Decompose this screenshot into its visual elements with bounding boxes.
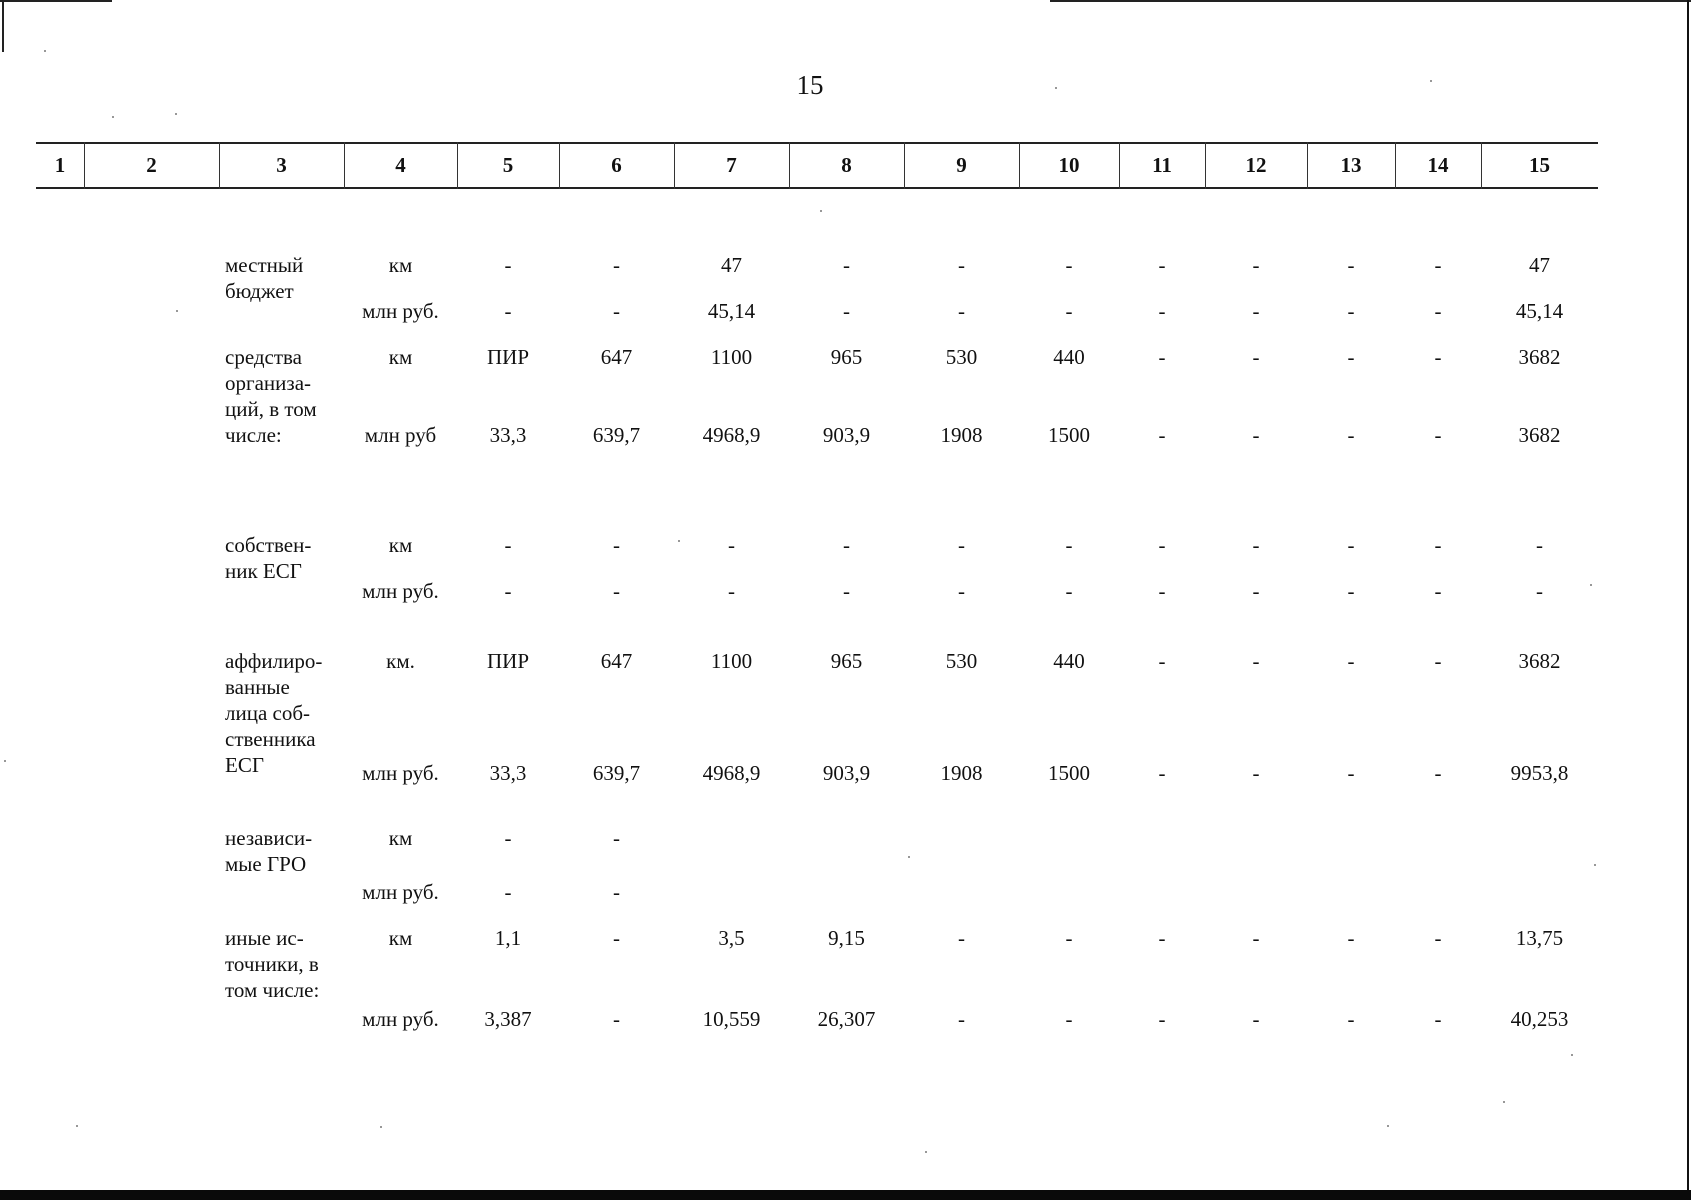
header-column-separator: [674, 142, 675, 189]
value-cell-col-7: 45,14: [707, 299, 756, 323]
unit-cell: км: [388, 926, 413, 950]
value-cell-col-12: -: [1252, 1007, 1260, 1031]
value-cell-col-6: -: [613, 533, 620, 557]
value-cell-col-12: -: [1252, 345, 1260, 369]
value-cell-col-9: 530: [945, 649, 978, 673]
value-cell-col-6: -: [613, 299, 620, 323]
header-col-4: 4: [395, 153, 406, 177]
value-cell-col-14: -: [1434, 345, 1442, 369]
value-cell-col-9: 1908: [940, 761, 983, 785]
value-cell-col-5: ПИР: [486, 345, 529, 369]
header-col-10: 10: [1058, 153, 1080, 177]
unit-cell: км: [388, 253, 413, 277]
group-label-line: том числе:: [225, 978, 320, 1002]
header-column-separator: [344, 142, 345, 189]
scan-speck: [380, 1126, 382, 1128]
value-cell-col-13: -: [1347, 1007, 1355, 1031]
group-label-line: ственника: [225, 727, 316, 751]
value-cell-col-8: 9,15: [828, 926, 865, 950]
value-cell-col-10: -: [1065, 253, 1073, 277]
unit-cell: млн руб.: [362, 761, 439, 785]
value-cell-col-5: 1,1: [494, 926, 522, 950]
value-cell-col-6: 639,7: [592, 423, 641, 447]
scan-speck: [820, 210, 822, 212]
header-col-9: 9: [956, 153, 967, 177]
value-cell-col-6: 639,7: [592, 761, 641, 785]
scan-speck: [76, 1125, 78, 1127]
value-cell-col-7: -: [728, 533, 735, 557]
unit-cell: млн руб.: [362, 579, 439, 603]
value-cell-col-13: -: [1347, 533, 1355, 557]
group-label-line: ЕСГ: [225, 753, 264, 777]
page-number: 15: [796, 70, 824, 100]
unit-cell: млн руб: [364, 423, 437, 447]
value-cell-col-11: -: [1158, 1007, 1166, 1031]
value-cell-col-14: -: [1434, 299, 1442, 323]
value-cell-col-10: 440: [1053, 649, 1085, 673]
unit-cell: млн руб.: [362, 880, 439, 904]
value-cell-col-10: -: [1065, 299, 1073, 323]
value-cell-col-9: -: [958, 299, 965, 323]
header-column-separator: [1119, 142, 1120, 189]
value-cell-col-13: -: [1347, 579, 1355, 603]
scan-edge-top-right: [1050, 0, 1691, 2]
header-column-separator: [789, 142, 790, 189]
header-col-3: 3: [276, 153, 287, 177]
value-cell-col-8: 903,9: [822, 761, 871, 785]
value-cell-col-15: 40,253: [1510, 1007, 1569, 1031]
group-label-line: бюджет: [225, 279, 294, 303]
header-column-separator: [904, 142, 905, 189]
value-cell-col-12: -: [1252, 579, 1260, 603]
scan-speck: [1594, 864, 1596, 866]
scan-speck: [1590, 584, 1592, 586]
value-cell-col-7: 4968,9: [702, 761, 761, 785]
value-cell-col-8: -: [843, 253, 850, 277]
group-label-line: собствен-: [225, 533, 312, 557]
value-cell-col-10: -: [1065, 579, 1073, 603]
header-col-7: 7: [726, 153, 737, 177]
value-cell-col-14: -: [1434, 423, 1442, 447]
header-col-13: 13: [1340, 153, 1362, 177]
header-column-separator: [84, 142, 85, 189]
group-label-line: лица соб-: [225, 701, 311, 725]
value-cell-col-11: -: [1158, 926, 1166, 950]
header-column-separator: [1019, 142, 1020, 189]
header-column-separator: [1481, 142, 1482, 189]
value-cell-col-6: -: [613, 579, 620, 603]
value-cell-col-13: -: [1347, 423, 1355, 447]
scan-edge-right: [1687, 0, 1689, 1200]
unit-cell: млн руб.: [362, 299, 439, 323]
scan-speck: [44, 50, 46, 52]
value-cell-col-12: -: [1252, 649, 1260, 673]
scan-speck: [1503, 1101, 1505, 1103]
value-cell-col-5: 3,387: [484, 1007, 532, 1031]
header-col-5: 5: [502, 153, 514, 177]
value-cell-col-13: -: [1347, 299, 1355, 323]
value-cell-col-14: -: [1434, 761, 1442, 785]
value-cell-col-7: 1100: [710, 649, 753, 673]
scan-speck: [112, 116, 114, 118]
value-cell-col-14: -: [1434, 253, 1442, 277]
value-cell-col-15: 3682: [1518, 345, 1561, 369]
scan-speck: [1387, 1125, 1389, 1127]
group-label-line: организа-: [225, 371, 312, 395]
value-cell-col-13: -: [1347, 926, 1355, 950]
scan-speck: [1055, 87, 1057, 89]
header-col-1: 1: [54, 153, 66, 177]
scan-speck: [908, 856, 910, 858]
value-cell-col-15: 47: [1529, 253, 1550, 277]
value-cell-col-5: -: [504, 826, 512, 850]
value-cell-col-6: -: [613, 880, 620, 904]
value-cell-col-8: -: [843, 299, 850, 323]
value-cell-col-6: -: [613, 1007, 620, 1031]
value-cell-col-8: -: [843, 533, 850, 557]
value-cell-col-12: -: [1252, 253, 1260, 277]
value-cell-col-9: -: [958, 926, 965, 950]
value-cell-col-7: 47: [721, 253, 742, 277]
value-cell-col-11: -: [1158, 579, 1166, 603]
value-cell-col-9: -: [958, 1007, 965, 1031]
value-cell-col-5: ПИР: [486, 649, 529, 673]
value-cell-col-10: 1500: [1048, 761, 1090, 785]
scan-speck: [175, 113, 177, 115]
header-col-14: 14: [1427, 153, 1449, 177]
value-cell-col-10: -: [1065, 1007, 1073, 1031]
header-column-separator: [219, 142, 220, 189]
value-cell-col-12: -: [1252, 926, 1260, 950]
value-cell-col-9: 530: [945, 345, 978, 369]
value-cell-col-15: 9953,8: [1510, 761, 1569, 785]
value-cell-col-10: -: [1065, 926, 1073, 950]
unit-cell: км.: [386, 649, 415, 673]
group-label-line: ник ЕСГ: [225, 559, 302, 583]
value-cell-col-12: -: [1252, 299, 1260, 323]
value-cell-col-9: -: [958, 253, 965, 277]
value-cell-col-7: 10,559: [702, 1007, 761, 1031]
scan-speck: [1430, 80, 1432, 82]
value-cell-col-15: -: [1536, 579, 1543, 603]
value-cell-col-11: -: [1158, 533, 1166, 557]
value-cell-col-6: -: [613, 253, 620, 277]
value-cell-col-5: -: [504, 299, 512, 323]
group-label-line: местный: [225, 253, 304, 277]
scan-speck: [925, 1151, 927, 1153]
value-cell-col-13: -: [1347, 761, 1355, 785]
value-cell-col-8: -: [843, 579, 850, 603]
header-column-separator: [559, 142, 560, 189]
scan-speck: [1571, 1054, 1573, 1056]
group-label-line: средства: [225, 345, 303, 369]
value-cell-col-6: -: [613, 926, 620, 950]
value-cell-col-14: -: [1434, 533, 1442, 557]
value-cell-col-14: -: [1434, 579, 1442, 603]
group-label-line: аффилиро-: [225, 649, 323, 673]
value-cell-col-13: -: [1347, 345, 1355, 369]
value-cell-col-5: -: [504, 579, 512, 603]
value-cell-col-7: 4968,9: [702, 423, 761, 447]
value-cell-col-10: 440: [1053, 345, 1085, 369]
value-cell-col-10: 1500: [1048, 423, 1090, 447]
value-cell-col-6: 647: [600, 345, 633, 369]
scan-speck: [176, 310, 178, 312]
value-cell-col-8: 903,9: [822, 423, 871, 447]
header-col-11: 11: [1152, 153, 1172, 177]
value-cell-col-7: 3,5: [718, 926, 745, 950]
value-cell-col-9: -: [958, 533, 965, 557]
header-col-15: 15: [1529, 153, 1550, 177]
scan-edge-left: [2, 0, 4, 52]
header-column-separator: [1307, 142, 1308, 189]
group-label-line: ванные: [225, 675, 290, 699]
header-col-6: 6: [611, 153, 622, 177]
value-cell-col-6: 647: [600, 649, 633, 673]
value-cell-col-12: -: [1252, 423, 1260, 447]
value-cell-col-5: -: [504, 533, 512, 557]
scan-edge-top-left: [0, 0, 112, 2]
header-col-8: 8: [841, 153, 852, 177]
value-cell-col-11: -: [1158, 345, 1166, 369]
group-label-line: иные ис-: [225, 926, 304, 950]
value-cell-col-15: 3682: [1518, 423, 1561, 447]
value-cell-col-14: -: [1434, 1007, 1442, 1031]
unit-cell: км: [388, 345, 413, 369]
scan-speck: [4, 760, 6, 762]
value-cell-col-11: -: [1158, 423, 1166, 447]
value-cell-col-9: -: [958, 579, 965, 603]
value-cell-col-11: -: [1158, 649, 1166, 673]
value-cell-col-14: -: [1434, 926, 1442, 950]
value-cell-col-8: 965: [830, 649, 863, 673]
group-label-line: независи-: [225, 826, 313, 850]
header-column-separator: [1395, 142, 1396, 189]
value-cell-col-14: -: [1434, 649, 1442, 673]
scan-edge-bottom: [0, 1190, 1691, 1200]
value-cell-col-8: 26,307: [817, 1007, 876, 1031]
header-column-separator: [457, 142, 458, 189]
value-cell-col-13: -: [1347, 649, 1355, 673]
value-cell-col-6: -: [613, 826, 620, 850]
value-cell-col-8: 965: [830, 345, 863, 369]
group-label-line: числе:: [225, 423, 282, 447]
value-cell-col-15: -: [1536, 533, 1543, 557]
value-cell-col-15: 45,14: [1515, 299, 1564, 323]
header-column-separator: [1205, 142, 1206, 189]
value-cell-col-11: -: [1158, 299, 1166, 323]
value-cell-col-5: 33,3: [489, 423, 527, 447]
value-cell-col-9: 1908: [940, 423, 983, 447]
value-cell-col-7: -: [728, 579, 735, 603]
value-cell-col-5: -: [504, 880, 512, 904]
value-cell-col-13: -: [1347, 253, 1355, 277]
group-label-line: ций, в том: [225, 397, 317, 421]
unit-cell: млн руб.: [362, 1007, 439, 1031]
value-cell-col-10: -: [1065, 533, 1073, 557]
value-cell-col-12: -: [1252, 533, 1260, 557]
unit-cell: км: [388, 826, 413, 850]
value-cell-col-5: 33,3: [489, 761, 527, 785]
value-cell-col-12: -: [1252, 761, 1260, 785]
value-cell-col-7: 1100: [710, 345, 753, 369]
value-cell-col-5: -: [504, 253, 512, 277]
value-cell-col-11: -: [1158, 253, 1166, 277]
scan-speck: [678, 540, 680, 542]
unit-cell: км: [388, 533, 413, 557]
value-cell-col-11: -: [1158, 761, 1166, 785]
header-col-2: 2: [146, 153, 157, 177]
value-cell-col-15: 13,75: [1515, 926, 1564, 950]
value-cell-col-15: 3682: [1518, 649, 1561, 673]
group-label-line: мые ГРО: [225, 852, 307, 876]
header-col-12: 12: [1245, 153, 1267, 177]
group-label-line: точники, в: [225, 952, 319, 976]
